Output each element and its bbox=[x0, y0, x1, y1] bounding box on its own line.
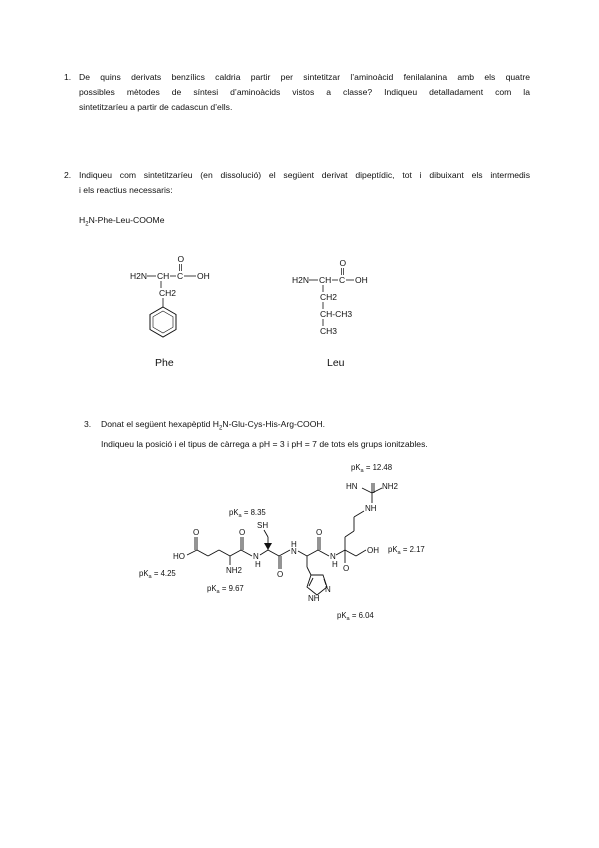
svg-text:C: C bbox=[177, 271, 184, 281]
svg-text:N: N bbox=[253, 552, 259, 561]
phe-amine: H2N bbox=[130, 271, 148, 281]
pka-label-c-terminal: $pK_a = 2.17$ bbox=[388, 545, 425, 556]
pka-label-his-imidazole: $pK_a = 6.04$ bbox=[337, 611, 374, 622]
svg-text:OH: OH bbox=[355, 275, 368, 285]
svg-text:CH2: CH2 bbox=[320, 292, 338, 302]
question-3-number: 3. bbox=[84, 419, 92, 429]
pka-label-cys-thiol: $pK_a = 8.35$ bbox=[229, 508, 266, 519]
svg-text:CH: CH bbox=[157, 271, 170, 281]
question-2-line-2: i els reactius necessaris: bbox=[79, 185, 173, 195]
svg-text:O: O bbox=[316, 528, 323, 537]
question-3-line-1: Donat el següent hexapèptid $H_2N-Glu-Cys-His-Arg$-COOH. bbox=[101, 419, 326, 432]
question-1-line-2: possibles mètodes de síntesi d’aminoàcids vistos a classe? Indiqueu detalladament com la bbox=[79, 87, 530, 97]
svg-text:CH2: CH2 bbox=[159, 288, 177, 298]
svg-text:N: N bbox=[325, 585, 331, 594]
svg-text:CH3: CH3 bbox=[320, 326, 338, 336]
svg-text:N: N bbox=[291, 547, 297, 556]
svg-text:NH2: NH2 bbox=[382, 482, 399, 491]
svg-text:H: H bbox=[255, 560, 261, 569]
svg-text:NH: NH bbox=[308, 594, 320, 603]
svg-text:HN: HN bbox=[346, 482, 358, 491]
svg-text:NH: NH bbox=[365, 504, 377, 513]
svg-text:CH-CH3: CH-CH3 bbox=[320, 309, 353, 319]
question-1-number: 1. bbox=[64, 72, 72, 82]
svg-text:O: O bbox=[239, 528, 246, 537]
question-1-line-1: De quins derivats benzílics caldria partir per sintetitzar l’aminoàcid fenilalanina amb els quatre bbox=[79, 72, 530, 82]
pka-label-glu-side-chain: $pK_a = 4.25$ bbox=[139, 569, 176, 580]
svg-text:H: H bbox=[291, 540, 297, 549]
svg-text:O: O bbox=[193, 528, 200, 537]
svg-text:N: N bbox=[330, 552, 336, 561]
svg-text:O: O bbox=[339, 258, 347, 268]
svg-text:SH: SH bbox=[257, 521, 269, 530]
phe-label: Phe bbox=[155, 357, 174, 369]
question-2-number: 2. bbox=[64, 170, 72, 180]
svg-text:O: O bbox=[343, 564, 350, 573]
svg-text:NH2: NH2 bbox=[226, 566, 243, 575]
question-1-line-3: sintetitzaríeu a partir de cadascun d’ells. bbox=[79, 102, 233, 112]
svg-text:OH: OH bbox=[367, 546, 379, 555]
svg-text:OH: OH bbox=[197, 271, 210, 281]
svg-text:CH: CH bbox=[319, 275, 332, 285]
svg-text:H2N: H2N bbox=[292, 275, 310, 285]
leu-label: Leu bbox=[327, 357, 345, 369]
pka-label-arg-guanidine: $pK_a = 12.48$ bbox=[351, 463, 393, 474]
dipeptide-formula: $H_2N-Phe-Leu$-COOMe bbox=[79, 215, 165, 228]
svg-text:O: O bbox=[277, 570, 284, 579]
question-3-line-2: Indiqueu la posició i el tipus de càrrega a pH = 3 i pH = 7 de tots els grups ionitzables. bbox=[101, 438, 428, 449]
svg-text:H: H bbox=[332, 560, 338, 569]
svg-text:HO: HO bbox=[173, 552, 185, 561]
svg-text:C: C bbox=[339, 275, 346, 285]
pka-label-n-terminal: $pK_a = 9.67$ bbox=[207, 584, 244, 595]
svg-text:O: O bbox=[177, 254, 185, 264]
question-2-line-1: Indiqueu com sintetitzaríeu (en dissolució) el següent derivat dipeptídic, tot i dibuixant els intermedis bbox=[79, 170, 530, 180]
